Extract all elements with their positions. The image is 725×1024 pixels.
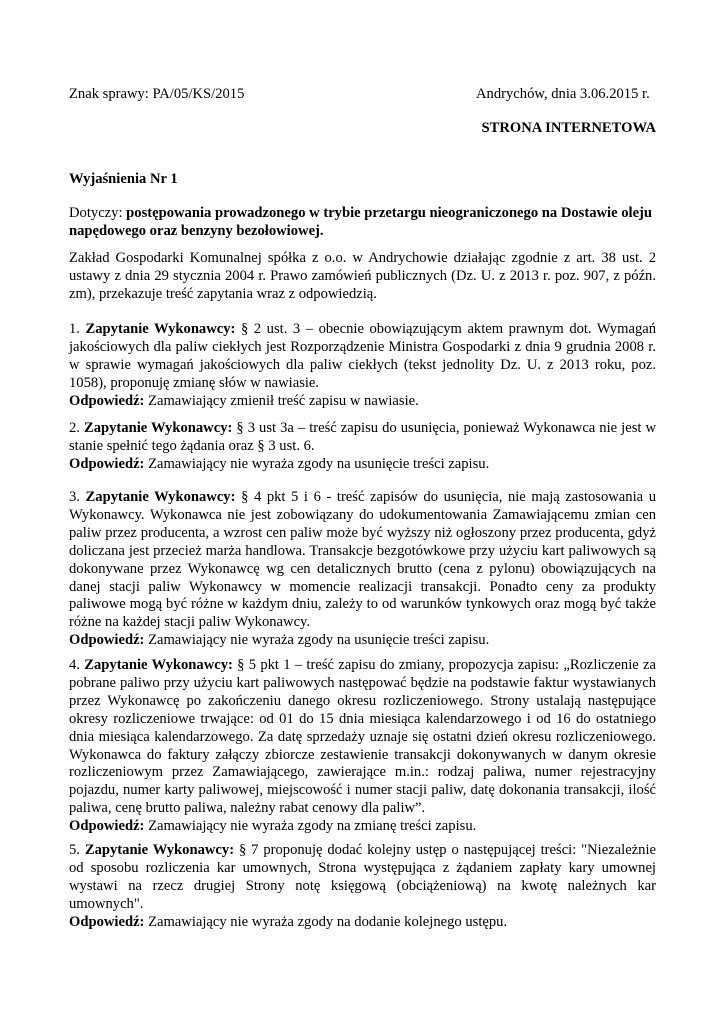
answer-text: Zamawiający nie wyraża zgody na usunięcie treści zapisu. (148, 632, 490, 649)
question-label: Zapytanie Wykonawcy: (84, 842, 235, 858)
question-text: § 4 pkt 5 i 6 - treść zapisów do usunięcia, nie mają zastosowania u Wykonawcy. Wykonawca nie jest zobowiązany do udokumentowania Zamawiającemu zmian cen paliw przez producenta, a wzrost cen paliw może być wyższy niż ogłoszony przez producenta, gdyż doliczana jest przecież marża handlowa. Transakcje bezgotówkowe przy użyciu kart paliwowych są dokonywane przez Wykonawcę wg cen detalicznych brutto (cena z pylonu) obowiązujących na danej stacji paliw Wykonawcy w momencie realizacji transakcji. Ponadto ceny za produkty paliwowe mogą być różne w każdym dniu, zależy to od warunków tynkowych oraz mogą być także różne na każdej stacji paliw Wykonawcy. (69, 489, 656, 631)
answer-text: Zamawiający nie wyraża zgody na dodanie kolejnego ustępu. (148, 913, 508, 930)
item-3 (69, 489, 656, 650)
case-number: Znak sprawy: PA/05/KS/2015 (69, 86, 245, 102)
answer-label: Odpowiedź: (69, 913, 145, 930)
item-number: 2. (69, 420, 80, 436)
item-3-answer (69, 632, 656, 650)
question-label: Zapytanie Wykonawcy: (85, 489, 236, 505)
item-1-answer (69, 393, 656, 411)
item-5 (69, 842, 656, 932)
question-label: Zapytanie Wykonawcy: (84, 657, 233, 673)
question-text: § 3 ust 3a – treść zapisu do usunięcia, ponieważ Wykonawca nie jest w stanie spełnić tego żądania oraz § 3 ust. 6. (69, 420, 656, 454)
answer-text: Zamawiający zmienił treść zapisu w nawiasie. (148, 392, 419, 409)
question-label: Zapytanie Wykonawcy: (83, 420, 233, 436)
item-2-question (69, 420, 656, 456)
item-number: 5. (69, 842, 80, 858)
item-number: 4. (69, 657, 80, 673)
question-text: § 2 ust. 3 – obecnie obowiązującym aktem prawnym dot. Wymagań jakościowych dla paliw ciekłych jest Rozporządzenie Ministra Gospodarki z dnia 9 grudnia 2008 r. w sprawie wymagań jakościowych dla paliw ciekłych (tekst jednolity Dz. U. z 2013 roku, poz. 1058), proponuję zmianę słów w nawiasie. (69, 321, 657, 391)
item-4-answer (69, 818, 656, 836)
item-5-answer (69, 914, 656, 932)
item-2-answer (69, 456, 656, 474)
question-text: § 7 proponuję dodać kolejny ustęp o następującej treści: "Niezależnie od sposobu rozliczenia kar umownych, Strona występująca z żądaniem zapłaty kary umownej wystawi na rzecz drugiej Strony notę księgową (obciążeniową) na kwotę należnych kar umownych". (69, 842, 656, 912)
answer-text: Zamawiający nie wyraża zgody na usunięcie treści zapisu. (148, 455, 490, 472)
answer-label: Odpowiedź: (69, 392, 145, 409)
subject-text: postępowania prowadzonego w trybie przetargu nieograniczonego na Dostawie oleju napędowego oraz benzyny bezołowiowej. (69, 205, 653, 239)
item-2 (69, 420, 656, 474)
subject-label: Dotyczy: (69, 205, 123, 221)
item-1-question (69, 321, 656, 393)
answer-label: Odpowiedź: (69, 455, 145, 472)
question-text: § 5 pkt 1 – treść zapisu do zmiany, propozycja zapisu: „Rozliczenie za pobrane paliwo przy użyciu kart paliwowych następować będzie na podstawie faktur wystawianych przez Wykonawcę po zakończeniu danego okresu rozliczeniowego. Strony ustalają następujące okresy rozliczeniowe trwające: od 01 do 15 dnia miesiąca kalendarzowego i od 16 do ostatniego dnia miesiąca kalendarzowego. Za datę sprzedaży uznaje się ostatni dzień okresu rozliczeniowego. Wykonawca do faktury załączy zbiorcze zestawienie transakcji dokonywanych w danym okresie rozliczeniowym przez Zamawiającego, zawierające m.in.: rodzaj paliwa, numer rejestracyjny pojazdu, numer karty paliwowej, miejscowość i numer stacji paliw, datę dokonania transakcji, ilość paliwa, cenę brutto paliwa, należny rabat cenowy dla paliw”. (69, 657, 656, 817)
question-label: Zapytanie Wykonawcy: (85, 321, 236, 337)
subject-paragraph (69, 205, 656, 241)
answer-text: Zamawiający nie wyraża zgody na zmianę treści zapisu. (148, 818, 477, 835)
item-5-question (69, 842, 656, 914)
audience-heading: STRONA INTERNETOWA (481, 120, 656, 136)
item-4 (69, 657, 656, 836)
place-date: Andrychów, dnia 3.06.2015 r. (476, 86, 650, 102)
intro-paragraph: Zakład Gospodarki Komunalnej spółka z o.o. w Andrychowie działając zgodnie z art. 38 ust. 2 ustawy z dnia 29 stycznia 2004 r. Prawo zamówień publicznych (Dz. U. z 2013 r. poz. 907, z późn. zm), przekazuje treść zapytania wraz z odpowiedzią. (69, 250, 656, 302)
answer-label: Odpowiedź: (69, 632, 145, 649)
answer-label: Odpowiedź: (69, 818, 145, 835)
item-3-question (69, 489, 656, 632)
document-title: Wyjaśnienia Nr 1 (69, 171, 178, 187)
item-number: 3. (69, 489, 80, 505)
item-1 (69, 321, 656, 411)
item-4-question (69, 657, 656, 818)
item-number: 1. (69, 321, 80, 337)
